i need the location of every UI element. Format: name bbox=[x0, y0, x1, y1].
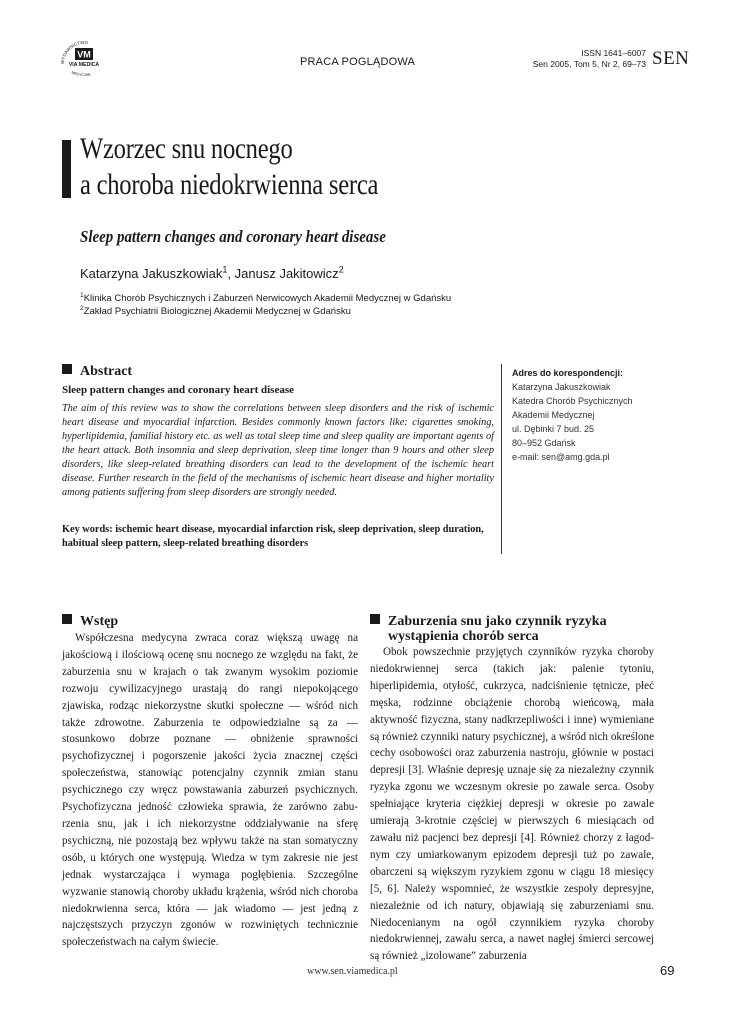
sleep-section-body bbox=[370, 644, 654, 965]
vertical-divider bbox=[501, 364, 502, 554]
abstract-body: The aim of this review was to show the correlations between sleep disorders and the risk of ischemic heart disease and myocardial infarction. Besides commonly known factors like: cigarettes smoking, hyperlipidemia, familial history etc. as well as total sleep time and sleep quality are important agents of the heart attack. Both insomnia and sleep deprivation, sleep time longer than 9 hours and other sleep disorders, like sleep-related breathing disorders can lead to the development of the ischemic heart disease. Further research in the field of the mechanisms of ischemic heart disease and higher mortality among patients suffering from sleep disorders are strongly needed. bbox=[62, 403, 494, 498]
logo-name: VIA MEDICA bbox=[68, 62, 100, 68]
title-line-2: a choroba niedokrwienna serca bbox=[80, 168, 379, 201]
intro-heading bbox=[62, 614, 118, 629]
article-subtitle: Sleep pattern changes and coronary heart disease bbox=[80, 227, 386, 246]
journal-name: SEN bbox=[652, 48, 690, 69]
page-number: 69 bbox=[660, 963, 675, 978]
logo-arc-bottom: MEDYCZNE bbox=[70, 70, 92, 78]
abstract-heading bbox=[62, 364, 132, 380]
correspondence-line: Akademii Medycznej bbox=[512, 410, 595, 420]
sleep-paragraph: Obok powszechnie przyjętych czynników ryzyka choroby niedokrwiennej serca (takich jak: palenie tytoniu, hiperlipidemia, otyłość, cukrzyca, nadciśnienie tętnicze, płeć męska, rodzinne obciążenie chorobą wieńcową, mała aktywność fizyczna, stany nadkrzepliwości i inne) wymieniane są również czynniki natury psychicznej, a wśród nich określone cechy osobowości oraz zaburzenia nastroju, głównie w postaci depresji [3]. Właśnie depresję uznaje się za niezależny czynnik ryzyka zgonu we wczesnym okresie po zawale serca. Osoby spełniające kryteria ciężkiej depresji w okresie po zawale umierają 3-krotnie częściej w pierwszych 6 miesiącach od zawału niż pacjenci bez depresji [4]. Również chorzy z łagodnym czy umiarkowanym epizodem depresji tuż po zawale, obarczeni są większym ryzykiem zgonu w ciągu 18 miesięcy [5, 6]. Należy wspomnieć, że wszystkie zespoły depresyjne, niezależnie od ich natury, objawiają się zaburzeniami snu. Niedocenianym na ogół czynnikiem ryzyka choroby niedokrwiennej, zawału serca, a nawet nagłej śmierci sercowej są również „izolowane” zaburzenia bbox=[370, 646, 654, 963]
logo-arc-top: WYDAWNICTWO bbox=[59, 39, 89, 65]
logo-mark: VM bbox=[77, 49, 91, 60]
issn: ISSN 1641–6007 bbox=[581, 48, 646, 58]
author-2: Janusz Jakitowicz bbox=[234, 266, 339, 281]
affiliation-2 bbox=[80, 305, 451, 318]
title-line-1: Wzorzec snu nocnego bbox=[80, 132, 293, 165]
author-2-sup: 2 bbox=[338, 264, 344, 275]
correspondence-box bbox=[512, 366, 682, 464]
square-bullet-icon bbox=[62, 614, 72, 624]
intro-heading-text: Wstęp bbox=[80, 614, 119, 629]
author-separator: , bbox=[227, 266, 235, 281]
citation: Sen 2005, Tom 5, Nr 2, 69–73 bbox=[532, 59, 646, 69]
svg-text:MEDYCZNE bbox=[71, 70, 92, 77]
via-medica-logo bbox=[56, 38, 112, 78]
sleep-heading-line-2: wystąpienia chorób serca bbox=[388, 629, 539, 644]
correspondence-title: Adres do korespondencji: bbox=[512, 368, 624, 378]
affiliation-1-text: Klinika Chorób Psychicznych i Zaburzeń Nerwicowych Akademii Medycznej w Gdańsku bbox=[83, 293, 452, 304]
journal-info bbox=[533, 48, 646, 70]
sleep-section-heading bbox=[370, 614, 670, 644]
keywords: Key words: ischemic heart disease, myocardial infarction risk, sleep deprivation, sleep duration, habitual sleep pattern, sleep-related breathing disorders bbox=[62, 524, 484, 549]
affiliation-2-sup: 2 bbox=[80, 304, 84, 312]
intro-paragraph: Współczesna medycyna zwraca coraz większą uwagę na jakościową i ilościową ocenę snu nocnego ze względu na fakt, że zaburzenia snu w krajach o tak zwanym wysokim poziomie rozwoju cywilizacyjnego urastają do rangi niepokojącego zjawiska, rodząc niekorzystne skutki społeczne — wśród nich także zdrowotne. Zaburzenia te odpowiedzialne są za — stosunkowo dobrze poznane — obniżenie sprawności psychofizycznej i pogorszenie jakości życia znacznej części społeczeństwa, stanowiąc potencjalny czynnik zmian stanu psychicznego czy wręcz powstawania zaburzeń psychicznych. Psychofizyczna jedność człowieka sprawia, że zarówno zaburzenia snu, jak i ich niekorzystne oddziaływanie na sferę psychiczną, nie pozostają bez wpływu także na stan somatyczny osób, u których one występują. Wiedza w tym zakresie nie jest jednak wystarczająca i wymaga pogłębienia. Szczególne wyzwanie stanowią choroby układu krążenia, wśród nich choroba niedokrwienna serca, która — jak wiadomo — jest jedną z najczęstszych przyczyn zgonów w rozwiniętych technicznie społeczeństwach na całym świecie. bbox=[62, 632, 358, 949]
footer-url[interactable]: www.sen.viamedica.pl bbox=[307, 966, 398, 977]
correspondence-line: Katedra Chorób Psychicznych bbox=[512, 396, 633, 406]
section-label: PRACA POGLĄDOWA bbox=[300, 56, 416, 68]
sleep-heading-line-1: Zaburzenia snu jako czynnik ryzyka bbox=[388, 614, 607, 629]
authors bbox=[80, 266, 344, 281]
abstract-subtitle: Sleep pattern changes and coronary heart disease bbox=[62, 384, 295, 396]
author-1: Katarzyna Jakuszkowiak bbox=[80, 266, 223, 281]
article-title bbox=[80, 131, 378, 203]
affiliation-1 bbox=[80, 292, 451, 305]
affiliation-1-sup: 1 bbox=[80, 291, 84, 299]
square-bullet-icon bbox=[370, 614, 380, 624]
correspondence-line: ul. Dębinki 7 bud. 25 bbox=[512, 424, 595, 434]
author-1-sup: 1 bbox=[222, 264, 228, 275]
correspondence-line: Katarzyna Jakuszkowiak bbox=[512, 382, 611, 392]
affiliation-2-text: Zakład Psychiatrii Biologicznej Akademii Medycznej w Gdańsku bbox=[83, 306, 351, 317]
correspondence-line: 80–952 Gdańsk bbox=[512, 438, 576, 448]
title-bar bbox=[62, 140, 71, 198]
affiliations bbox=[80, 292, 451, 318]
abstract-heading-text: Abstract bbox=[80, 364, 133, 379]
square-bullet-icon bbox=[62, 364, 72, 374]
correspondence-email[interactable]: e-mail: sen@amg.gda.pl bbox=[512, 452, 610, 462]
intro-body bbox=[62, 630, 358, 951]
